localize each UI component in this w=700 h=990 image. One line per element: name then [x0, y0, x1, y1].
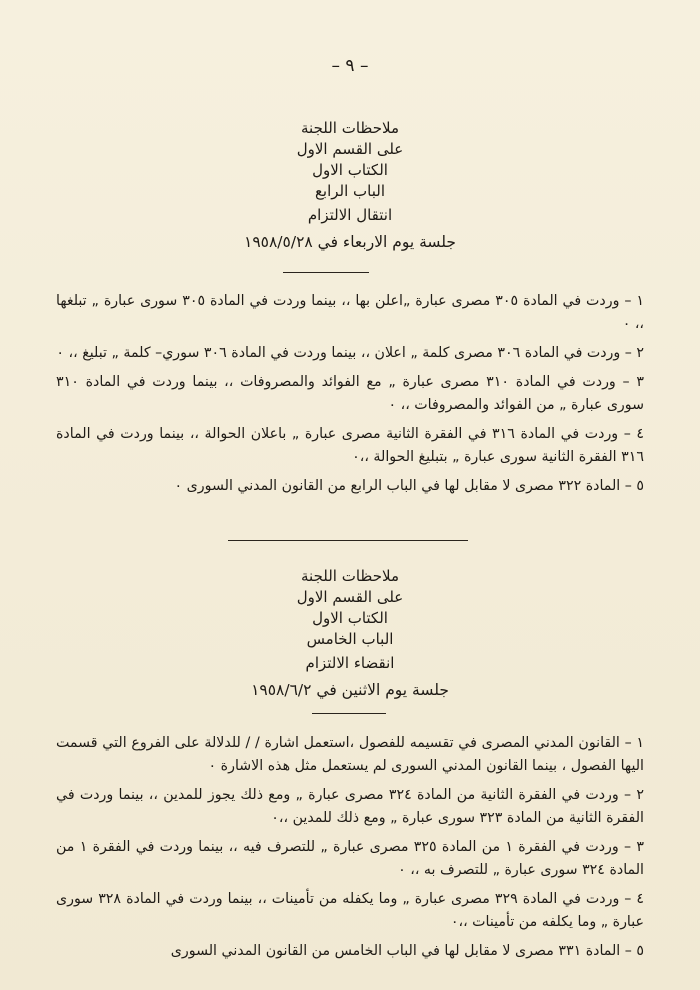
section1-title-line: الباب الرابع [314, 182, 386, 200]
section1-title-line: الكتاب الاول [312, 161, 388, 179]
page-number: – ٩ – [331, 56, 369, 76]
section1-title-line: ملاحظات اللجنة [301, 119, 399, 137]
section1-item-5: ٥ – المادة ٣٢٢ مصرى لا مقابل لها في الباب الرابع من القانون المدني السورى ٠ [174, 478, 644, 494]
section1-item-2: ٢ – وردت في المادة ٣٠٦ مصرى كلمة „ اعلان ،، بينما وردت في المادة ٣٠٦ سوري– كلمة „ تبليغ ،، ٠ [56, 345, 644, 361]
section1-item-1: ١ – وردت في المادة ٣٠٥ مصرى عبارة „اعلن بها ،، بينما وردت في المادة ٣٠٥ سورى عبارة „ تبلغها ،، ٠ [56, 293, 644, 332]
section2-item-3: ٣ – وردت في الفقرة ١ من المادة ٣٢٥ مصرى عبارة „ للتصرف فيه ،، بينما وردت في الفقرة ١ من المادة ٣٢٤ سورى عبارة „ للتصرف به ،، ٠ [56, 839, 644, 878]
section1-item-4: ٤ – وردت في المادة ٣١٦ في الفقرة الثانية مصرى عبارة „ باعلان الحوالة ،، بينما وردت في المادة ٣١٦ الفقرة الثانية سورى عبارة „ بتبليغ الحوالة ،،٠ [56, 426, 644, 465]
section1-topic: انتقال الالتزام [307, 206, 393, 224]
section2-divider [312, 713, 386, 714]
section1-heading [0, 118, 700, 253]
section2-items [56, 732, 644, 969]
section2-title-line: على القسم الاول [296, 588, 404, 606]
section2-topic: انقضاء الالتزام [305, 654, 395, 672]
section2-title-line: ملاحظات اللجنة [301, 567, 399, 585]
section2-item-2: ٢ – وردت في الفقرة الثانية من المادة ٣٢٤ مصرى عبارة „ ومع ذلك يجوز للمدين ،، بينما وردت في الفقرة الثانية من المادة ٣٢٣ سورى عبارة „ ومع ذلك للمدين ،،٠ [56, 787, 644, 826]
section2-title-line: الكتاب الاول [312, 609, 388, 627]
section2-item-4: ٤ – وردت في المادة ٣٢٩ مصرى عبارة „ وما يكفله من تأمينات ،، بينما وردت في المادة ٣٢٨ سورى عبارة „ وما يكلفه من تأمينات ،،٠ [56, 891, 645, 930]
section1-title-line: على القسم الاول [296, 140, 404, 158]
section2-item-1: ١ – القانون المدني المصرى في تقسيمه للفصول ،استعمل اشارة / / للدلالة على الفروع التي قسمت اليها الفصول ، بينما القانون المدني السورى لم يستعمل مثل هذه الاشارة ٠ [56, 735, 644, 774]
section2-item-5: ٥ – المادة ٣٣١ مصرى لا مقابل لها في الباب الخامس من القانون المدني السورى [170, 943, 644, 959]
section1-item-3: ٣ – وردت في المادة ٣١٠ مصرى عبارة „ مع الفوائد والمصروفات ،، بينما وردت في المادة ٣١٠ سورى عبارة „ من الفوائد والمصروفات ،، ٠ [56, 374, 644, 413]
section1-divider [283, 272, 369, 273]
section2-session-date: جلسة يوم الاثنين في ١٩٥٨/٦/٢ [251, 681, 449, 699]
section2-heading [0, 566, 700, 701]
section-separator [228, 540, 468, 541]
section1-items [56, 290, 644, 504]
section1-session-date: جلسة يوم الاربعاء في ١٩٥٨/٥/٢٨ [244, 233, 456, 251]
section2-title-line: الباب الخامس [306, 630, 394, 648]
